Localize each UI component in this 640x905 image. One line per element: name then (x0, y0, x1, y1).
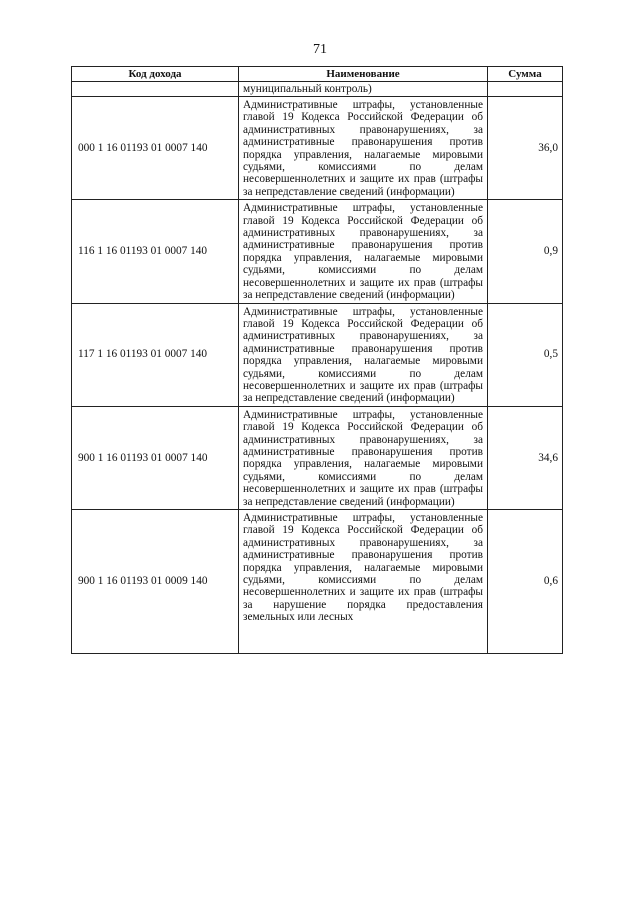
cell-code: 000 1 16 01193 01 0007 140 (72, 97, 239, 200)
table-row (72, 97, 563, 200)
cell-name: Административные штрафы, установленные главой 19 Кодекса Российской Федерации об административных правонарушениях, за административные правонарушения против порядка управления, налагаемые мировыми судьями, комиссиями по делам несовершеннолетних и защите их прав (штрафы за нарушение порядка предоставления земельных или лесных (239, 510, 488, 654)
table-row (72, 200, 563, 303)
cell-amount: 0,5 (488, 303, 563, 406)
cell-name: муниципальный контроль) (239, 82, 488, 97)
cell-code: 116 1 16 01193 01 0007 140 (72, 200, 239, 303)
cell-code: 117 1 16 01193 01 0007 140 (72, 303, 239, 406)
page-number: 71 (313, 42, 327, 57)
cell-name: Административные штрафы, установленные главой 19 Кодекса Российской Федерации об административных правонарушениях, за административные правонарушения против порядка управления, налагаемые мировыми судьями, комиссиями по делам несовершеннолетних и защите их прав (штрафы за непредставление сведений (информации) (239, 303, 488, 406)
table-header-row (72, 67, 563, 82)
table-row-continuation (72, 82, 563, 97)
cell-amount: 0,6 (488, 510, 563, 654)
cell-amount: 0,9 (488, 200, 563, 303)
header-name: Наименование (239, 67, 488, 82)
cell-name: Административные штрафы, установленные главой 19 Кодекса Российской Федерации об административных правонарушениях, за административные правонарушения против порядка управления, налагаемые мировыми судьями, комиссиями по делам несовершеннолетних и защите их прав (штрафы за непредставление сведений (информации) (239, 200, 488, 303)
cell-amount: 34,6 (488, 406, 563, 509)
cell-amount (488, 82, 563, 97)
cell-amount: 36,0 (488, 97, 563, 200)
cell-code (72, 82, 239, 97)
table-row (72, 406, 563, 509)
revenue-table (71, 66, 563, 654)
cell-name: Административные штрафы, установленные главой 19 Кодекса Российской Федерации об административных правонарушениях, за административные правонарушения против порядка управления, налагаемые мировыми судьями, комиссиями по делам несовершеннолетних и защите их прав (штрафы за непредставление сведений (информации) (239, 406, 488, 509)
table-row (72, 303, 563, 406)
table-row (72, 510, 563, 654)
header-amount: Сумма (488, 67, 563, 82)
cell-code: 900 1 16 01193 01 0009 140 (72, 510, 239, 654)
cell-name: Административные штрафы, установленные главой 19 Кодекса Российской Федерации об административных правонарушениях, за административные правонарушения против порядка управления, налагаемые мировыми судьями, комиссиями по делам несовершеннолетних и защите их прав (штрафы за непредставление сведений (информации) (239, 97, 488, 200)
header-code: Код дохода (72, 67, 239, 82)
cell-code: 900 1 16 01193 01 0007 140 (72, 406, 239, 509)
